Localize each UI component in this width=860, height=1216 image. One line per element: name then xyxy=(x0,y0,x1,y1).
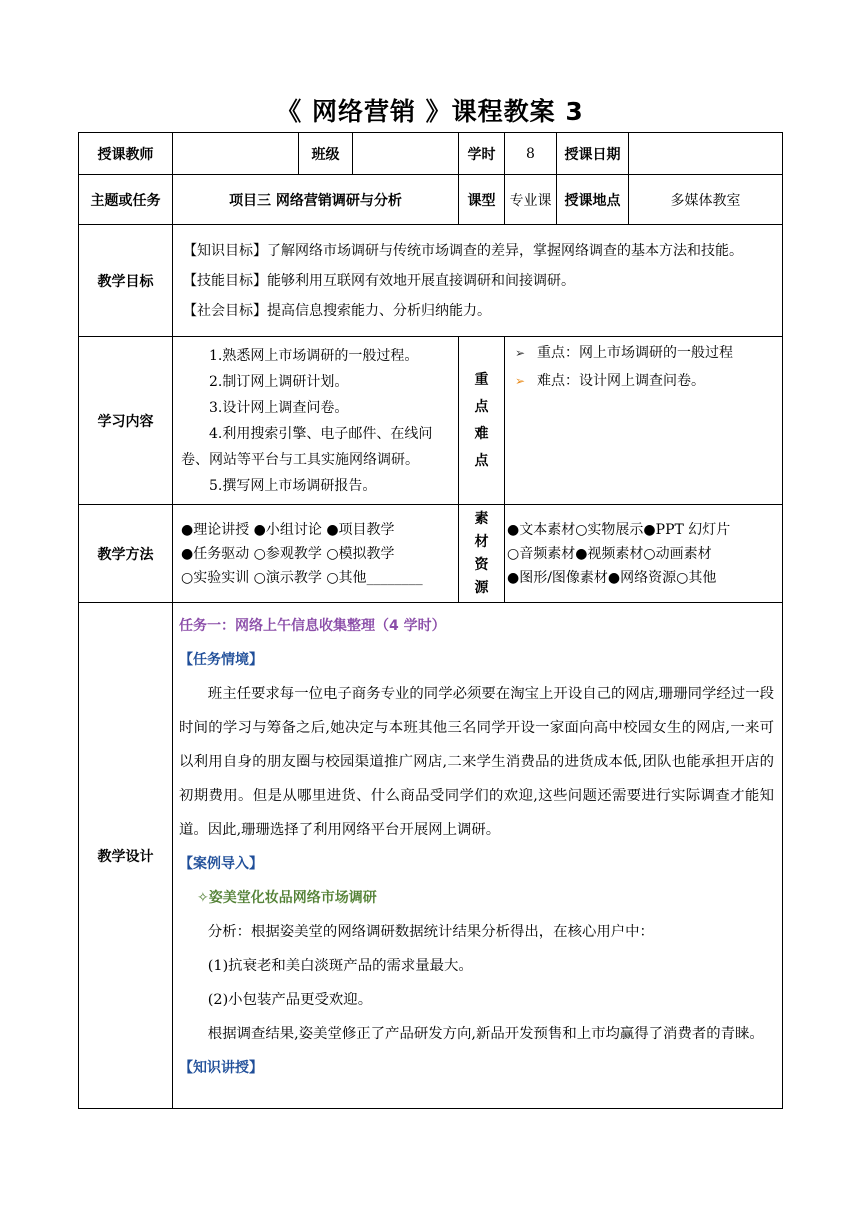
hours-label: 学时 xyxy=(459,133,505,175)
goals-label: 教学目标 xyxy=(79,225,173,337)
method-line-text: ○实验实训 ○演示教学 ○其他 xyxy=(181,569,367,586)
resource-line: ●文本素材○实物展示●PPT 幻灯片 xyxy=(507,521,731,538)
keypoints-cell xyxy=(505,337,783,505)
keypoints-label-char: 难 xyxy=(474,425,489,442)
keypoints-label xyxy=(459,337,505,505)
date-label: 授课日期 xyxy=(557,133,629,175)
keypoint-item xyxy=(515,339,778,367)
social-goal: 【社会目标】提高信息搜索能力、分析归纳能力。 xyxy=(183,302,491,319)
knowledge-heading: 【知识讲授】 xyxy=(179,1060,263,1076)
keypoint-text: 难点：设计网上调查问卷。 xyxy=(537,373,705,389)
class-value xyxy=(353,133,459,175)
analysis-point: (2)小包装产品更受欢迎。 xyxy=(207,992,373,1008)
row-basic-info xyxy=(79,133,783,175)
hours-value: 8 xyxy=(505,133,557,175)
resource-line: ●图形/图像素材●网络资源○其他 xyxy=(507,569,717,586)
lesson-plan-table xyxy=(78,132,783,1109)
content-item: 4.利用搜索引擎、电子邮件、在线问 xyxy=(209,425,433,442)
case-title: ✧姿美堂化妆品网络市场调研 xyxy=(197,890,377,906)
keypoints-label-char: 点 xyxy=(474,452,489,469)
content-item: 2.制订网上调研计划。 xyxy=(209,373,349,390)
case-heading: 【案例导入】 xyxy=(179,856,263,872)
content-label: 学习内容 xyxy=(79,337,173,505)
resources-label-char: 素 xyxy=(474,510,489,527)
resources-label-char: 源 xyxy=(474,579,489,596)
content-item: 卷、网站等平台与工具实施网络调研。 xyxy=(181,451,419,468)
content-item: 3.设计网上调查问卷。 xyxy=(209,399,349,416)
topic-value: 项目三 网络营销调研与分析 xyxy=(173,175,459,225)
teacher-value xyxy=(173,133,299,175)
methods-label: 教学方法 xyxy=(79,505,173,603)
content-list xyxy=(173,337,459,505)
row-design xyxy=(79,603,783,1109)
method-line: ●理论讲授 ●小组讨论 ●项目教学 xyxy=(181,521,395,538)
page-title: 《 网络营销 》课程教案 3 xyxy=(276,97,584,126)
other-blank: ________ xyxy=(366,569,423,586)
analysis-point: (1)抗衰老和美白淡斑产品的需求量最大。 xyxy=(207,958,473,974)
goals-cell xyxy=(173,225,783,337)
row-content xyxy=(79,337,783,505)
resources-cell xyxy=(505,505,783,603)
situation-heading: 【任务情境】 xyxy=(179,652,263,668)
date-value xyxy=(629,133,783,175)
method-line: ●任务驱动 ○参观教学 ○模拟教学 xyxy=(181,545,395,562)
topic-label: 主题或任务 xyxy=(79,175,173,225)
knowledge-goal: 【知识目标】了解网络市场调研与传统市场调查的差异，掌握网络调查的基本方法和技能。 xyxy=(183,242,743,259)
design-cell xyxy=(173,603,783,1109)
resource-line: ○音频素材●视频素材○动画素材 xyxy=(507,545,712,562)
type-value: 专业课 xyxy=(505,175,557,225)
resources-label-char: 材 xyxy=(474,533,489,550)
method-line xyxy=(181,566,454,590)
resources-label-char: 资 xyxy=(474,556,489,573)
design-label: 教学设计 xyxy=(79,603,173,1109)
content-item: 1.熟悉网上市场调研的一般过程。 xyxy=(209,347,419,364)
situation-text: 班主任要求每一位电子商务专业的同学必须要在淘宝上开设自己的网店,珊珊同学经过一段时间的学习与筹备之后,她决定与本班其他三名同学开设一家面向高中校园女生的网店,一来可以利用自身的朋友圈与校园渠道推广网店,二来学生消费品的进货成本低,团队也能承担开店的初期费用。但是从哪里进货、什么商品受同学们的欢迎,这些问题还需要进行实际调查才能知道。因此,珊珊选择了利用网络平台开展网上调研。 xyxy=(179,686,774,838)
content-item: 5.撰写网上市场调研报告。 xyxy=(209,477,377,494)
task-title: 任务一：网络上午信息收集整理（4 学时） xyxy=(179,618,446,634)
place-value: 多媒体教室 xyxy=(629,175,783,225)
resources-label xyxy=(459,505,505,603)
analysis-text: 分析：根据姿美堂的网络调研数据统计结果分析得出，在核心用户中： xyxy=(207,924,654,940)
type-label: 课型 xyxy=(459,175,505,225)
arrow-bullet-icon: ➢ xyxy=(515,374,526,388)
keypoints-label-char: 点 xyxy=(474,398,489,415)
class-label: 班级 xyxy=(299,133,353,175)
place-label: 授课地点 xyxy=(557,175,629,225)
row-topic xyxy=(79,175,783,225)
row-methods xyxy=(79,505,783,603)
skill-goal: 【技能目标】能够利用互联网有效地开展直接调研和间接调研。 xyxy=(183,272,575,289)
conclusion-text: 根据调查结果,姿美堂修正了产品研发方向,新品开发预售和上市均赢得了消费者的青睐。 xyxy=(207,1026,764,1042)
row-goals xyxy=(79,225,783,337)
methods-cell xyxy=(173,505,459,603)
teacher-label: 授课教师 xyxy=(79,133,173,175)
keypoint-item xyxy=(515,367,778,395)
keypoint-text: 重点：网上市场调研的一般过程 xyxy=(537,345,733,361)
keypoints-label-char: 重 xyxy=(474,371,489,388)
arrow-bullet-icon: ➢ xyxy=(515,346,526,360)
